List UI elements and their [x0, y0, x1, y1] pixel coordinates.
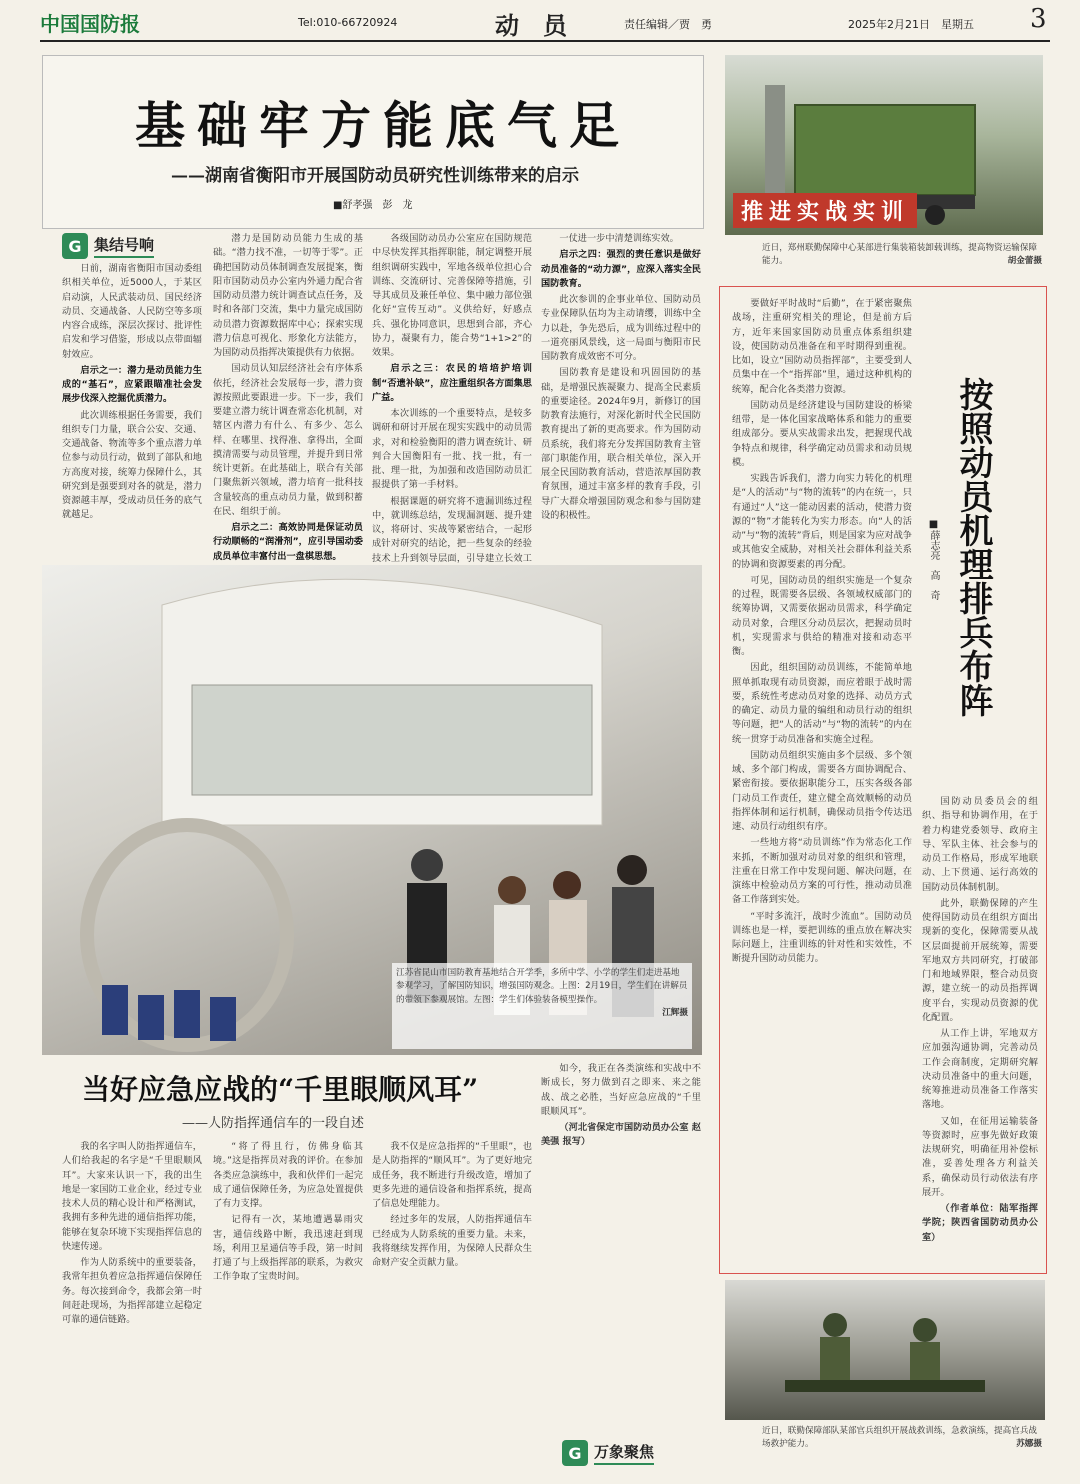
section-tag-label: 万象聚焦 [594, 1441, 654, 1465]
paragraph-heading: 启示之一：潜力是动员能力生成的“基石”，应紧跟瞄准社会发展步伐深入挖掘优质潜力。 [62, 364, 202, 405]
caption-text: 江苏省昆山市国防教育基地结合开学季，多所中学、小学的学生们走进基地参观学习，了解国防知识，增强国防观念。上图：2月19日，学生们在讲解员的带领下参观展馆。左图：学生们体验装备模型操作。 [396, 968, 688, 1005]
article2-byline: ■薛志亮 高 奇 [928, 519, 939, 600]
article3-section-tag [562, 1440, 654, 1466]
newspaper-logo: 中国国防报 [40, 12, 140, 36]
paragraph: 潜力是国防动员能力生成的基础。“潜力找不准，一切等于零”。正确把国防动员体制调查发展提案，衡阳市国防动员办公室内外通力配合省国防动员潜力统计调查试点任务，及时和各部门交流，集中力量完成国防动员潜力资源数据库中心；探索实现潜力信息可视化、形象化方法能方，为国防动员指挥决策提供有力依据。 [213, 233, 363, 358]
article2-title: 按照动员机理排兵布阵 [953, 377, 993, 717]
paragraph: 此次参训的企事业单位、国防动员专业保障队伍均为主动请缨，训练中全力以赴，争先恐后，成为训练过程中的一道亮丽风景线，这一局面与衡阳市民国防教育成效密不可分。 [541, 294, 701, 362]
photo-container-loading [725, 55, 1043, 235]
article2-col1 [732, 297, 912, 1272]
paragraph-heading: 启示之四：强烈的责任意识是做好动员准备的“动力源”，应深入落实全民国防教育。 [541, 249, 701, 289]
caption-text: 近日，联勤保障部队某部官兵组织开展战救训练，急救演练，提高官兵战场救护能力。 [762, 1426, 1038, 1450]
paragraph: 作为人防系统中的重要装备，我常年担负着应急指挥通信保障任务。每次接到命令，我都会第一时间赶赴现场，为指挥部建立起稳定可靠的通信链路。 [62, 1257, 202, 1325]
paragraph: “平时多流汗，战时少流血”。国防动员训练也是一样，要把训练的重点放在解决实际问题上，注重训练的针对性和实效性，不断提升国防动员能力。 [732, 910, 912, 965]
section-name: 动 员 [495, 12, 567, 40]
article1-col4 [541, 232, 701, 552]
article1-subtitle: ——湖南省衡阳市开展国防动员研究性训练带来的启示 [171, 166, 579, 186]
article1-col2 [213, 232, 363, 562]
article3-title: 当好应急应战的“千里眼顺风耳” [82, 1073, 479, 1106]
article3-col3 [372, 1140, 532, 1440]
paragraph: 又如，在征用运输装备等资源时，应事先做好政策法规研究，明确征用补偿标准，妥善处理各方利益关系，确保动员行动依法有序展开。 [922, 1115, 1038, 1198]
paragraph: 经过多年的发展，人防指挥通信车已经成为人防系统的重要力量。未来，我将继续发挥作用，为保障人民群众生命财产安全贡献力量。 [372, 1214, 532, 1268]
article1-col1 [62, 262, 202, 552]
paragraph: 日前，湖南省衡阳市国动委组织相关单位，近5000人，于某区启动演，人民武装动员、国民经济动员、交通战备、人民防空等多项内容合成练，深层次探讨、批评性启发和学习借鉴，形成以点带面辐射效应。 [62, 263, 202, 360]
issue-date: 2025年2月21日 星期五 [848, 18, 974, 31]
photo1-caption [762, 242, 1042, 274]
responsible-editor: 责任编辑／贾 勇 [624, 18, 712, 31]
telephone: Tel:010-66720924 [298, 16, 398, 29]
paragraph: 因此，组织国防动员训练，不能简单地照单抓取现有动员资源，而应着眼于战时需要，系统性考虑动员对象的选择、动员方式的确定、动员力量的编组和动员行动的组织等问题，把“人的活动”与“物的流转”的内在统一贯穿于动员准备和实施全过程。 [732, 662, 912, 745]
article3-col4 [541, 1062, 701, 1402]
paragraph: 国防动员委员会的组织、指导和协调作用，在于着力构建党委领导、政府主导、军队主体、社会参与的动员工作格局，形成军地联动、上下贯通、运行高效的国防动员体制机制。 [922, 796, 1038, 893]
photo3-caption [762, 1425, 1042, 1477]
paragraph: 可见，国防动员的组织实施是一个复杂的过程，既需要各层级、各领域权威部门的统筹协调，又需要依据动员需求，科学确定动员对象，合理区分动员层次，把握动员时机，实现需求与供给的精准对接和动态平衡。 [732, 574, 912, 657]
paragraph-heading: 启示之二：高效协同是保证动员行动顺畅的“润滑剂”，应引导国动委成员单位丰富付出一盘棋思想。 [213, 522, 363, 562]
field-rescue-illustration [725, 1280, 1045, 1420]
paragraph: “将了得且行，仿佛身临其境。”这是指挥员对我的评价。在参加各类应急演练中，我和伙伴们一起完成了通信保障任务，为应急处置提供了有力支撑。 [213, 1141, 363, 1209]
photo-museum-visit [42, 565, 702, 1055]
paragraph: 国防教育是建设和巩固国防的基础，是增强民族凝聚力、提高全民素质的重要途径。2024年9月，新修订的国防教育法施行，对深化新时代全民国防教育提出了新的更高要求。作为国防动员系统，我们将充分发挥国防教育主管部门职能作用，联合相关单位，深入开展全民国防教育活动，营造浓厚国防教育氛围，通过丰富多样的教育手段，引导广大群众增强国防观念和参与国防建设的积极性。 [541, 367, 701, 521]
photo1-banner: 推进实战实训 [733, 193, 917, 228]
paragraph: 如今，我正在各类演练和实战中不断成长，努力做到召之即来、来之能战、战之必胜，当好应急应战的“千里眼顺风耳”。 [541, 1063, 701, 1117]
paragraph: 一仗进一步中清楚训练实效。 [559, 233, 679, 244]
article3-col2 [213, 1140, 363, 1440]
paragraph: 本次训练的一个重要特点，是较多调研和研讨开展在现实实践中的动员需求，对和检验衡阳的潜力调查统计、研判合大国衡阳有一批、找一批，有一批、理一批，为加强和改造国防动员汇报提供了第一手材料。 [372, 408, 532, 491]
paragraph: 从工作上讲，军地双方应加强沟通协调，完善动员工作会商制度，定期研究解决动员准备中的重大问题，统筹推进动员准备工作落实落地。 [922, 1028, 1038, 1111]
paragraph-heading: 启示之三：农民的培培护培训制“否遗补缺”，应注重组织各方面集思广益。 [372, 363, 532, 403]
paragraph: 实践告诉我们，潜力向实力转化的机理是“人的活动”与“物的流转”的内在统一，只有通过“人”这一能动因素的活动，使潜力资源的“物”才能转化为实力形态。向“人的活动”与“物的流转”背后，则是国家为应对战争或其他安全威胁，对相关社会群体利益关系的协调和资源要素的再分配。 [732, 473, 912, 570]
photo-field-rescue [725, 1280, 1045, 1420]
section-logo-icon: G [62, 233, 88, 259]
paragraph: 各级国防动员办公室应在国防规范中尽快发挥其指挥职能，制定调整开展组织调研实践中，军地各级单位担心合训练、交流研讨、完善保障等措施，引导其成员及兼任单位、集中融力部位强化好“宣传互动”。义供给好，好感点兵、强化协同意识，思想到合部，齐心协力，凝聚有力，能合势“1+1>2”的效果。 [372, 233, 532, 358]
article3-col1 [62, 1140, 202, 1440]
article1-byline: ■舒孝强 彭 龙 [333, 200, 413, 211]
article3-subtitle: ——人防指挥通信车的一段自述 [182, 1116, 365, 1131]
section-logo-icon: G [562, 1440, 588, 1466]
paragraph: 我不仅是应急指挥的“千里眼”，也是人防指挥的“顺风耳”。为了更好地完成任务，我不断进行升级改造，增加了更多先进的通信设备和指挥系统，提高了信息处理能力。 [372, 1141, 532, 1209]
article1-section-tag [62, 233, 154, 259]
paragraph: 要做好平时战时“后勤”，在于紧密聚焦战场，注重研究相关的理论，但是前方后方，近年来国家国防动员重点体系组织建设，使国防动员准备在和平时期得到重视。比如，设立“国防动员指挥部”，主要受到人员集中在一个“指挥部”里，通过这种机构的统筹，配合化各类潜力资源。 [732, 298, 912, 395]
article1-title: 基础牢方能底气足 [135, 96, 631, 155]
photo-credit: 胡金蕾摄 [1007, 256, 1042, 267]
article2-box [719, 286, 1047, 1274]
caption-text: 近日，郑州联勤保障中心某部进行集装箱装卸载训练，提高物资运输保障能力。 [762, 243, 1038, 267]
paragraph: 记得有一次，某地遭遇暴雨灾害，通信线路中断，我迅速赶到现场，利用卫星通信等手段，第一时间打通了与上级指挥部的联系，为救灾工作争取了宝贵时间。 [213, 1214, 363, 1283]
paragraph: 根据课题的研究将不遗漏训练过程中，就训练总结，发现漏洞题、提升建议，将研讨、实战等紧密结合，一起形成针对研究的结论，把一些复杂的经验技术上升到领导层面，引导建立长效工 [372, 495, 532, 564]
article1-col3 [372, 232, 532, 564]
paragraph: 此外，联勤保障的产生使得国防动员在组织方面出现新的变化，保障需要从战区层面提前开展统筹，需要军地双方共同研究，打破部门和地域界限，整合动员资源，建立统一的动员指挥调度平台，实现动员资源的优化配置。 [922, 897, 1038, 1023]
paragraph: 我的名字叫人防指挥通信车，人们给我起的名字是“千里眼顺风耳”。大家来认识一下，我的出生地是一家国防工业企业，经过专业技术人员的精心设计和严格测试，我拥有多种先进的通信指挥功能，能够在复杂环境下实现指挥信息的快速传递。 [62, 1141, 202, 1252]
author-note: （作者单位：陆军指挥学院；陕西省国防动员办公室） [922, 1203, 1038, 1243]
paragraph: 一些地方将“动员训练”作为常态化工作来抓，不断加强对动员对象的组织和管理，注重在日常工作中发现问题、解决问题，在演练中检验动员方案的可行性，推动动员准备工作落到实处。 [732, 837, 912, 906]
paragraph: 国防动员组织实施由多个层级、多个领域、多个部门构成，需要各方面协调配合、紧密衔接。要依据职能分工，压实各级各部门动员工作责任，建立健全高效顺畅的动员指挥体制和运行机制，确保动员指令传达迅速、动员行动组织有序。 [732, 749, 912, 832]
paragraph: 国防动员是经济建设与国防建设的桥梁纽带，是一体化国家战略体系和能力的重要组成部分。要从实战需求出发，把握现代战争特点和规律，科学确定动员需求和动员规模。 [732, 399, 912, 468]
photo-credit: 苏娜摄 [1016, 1439, 1042, 1450]
masthead [40, 6, 1050, 42]
article3-byline: （河北省保定市国防动员办公室 赵美强 报写） [541, 1122, 701, 1148]
photo2-caption-box [392, 963, 692, 1049]
photo-credit: 江辉摄 [662, 1007, 688, 1018]
article2-col2 [922, 795, 1038, 1265]
paragraph: 此次训练根据任务需要，我们组织专门力量，联合公安、交通、交通战备、物流等多个重点潜力单位参与动员行动，做到了部队和地方高度对接，统筹力保障什么，其研究到是强要到对各的就是，潜力资源越丰厚，受成动员任务的底气就越足。 [62, 409, 202, 521]
article1-title-box [42, 55, 704, 229]
paragraph: 国动员认知层经济社会有序体系依托，经济社会发展每一步，潜力资源按照此要跟进一步。下一步，我们要建立潜力统计调查常态化机制，对辖区内潜力有什么、有多少、怎么样、在哪里、找得准、拿得出，全面摸清需要与动员管理，并提升到日常统计更新。在此基础上，联合有关部门聚焦新兴领域，潜力培育一批科技含量较高的重点动员力量，做到积蓄在民、组织于前。 [213, 363, 363, 517]
page-number: 3 [1030, 4, 1047, 34]
section-tag-label: 集结号响 [94, 234, 154, 258]
